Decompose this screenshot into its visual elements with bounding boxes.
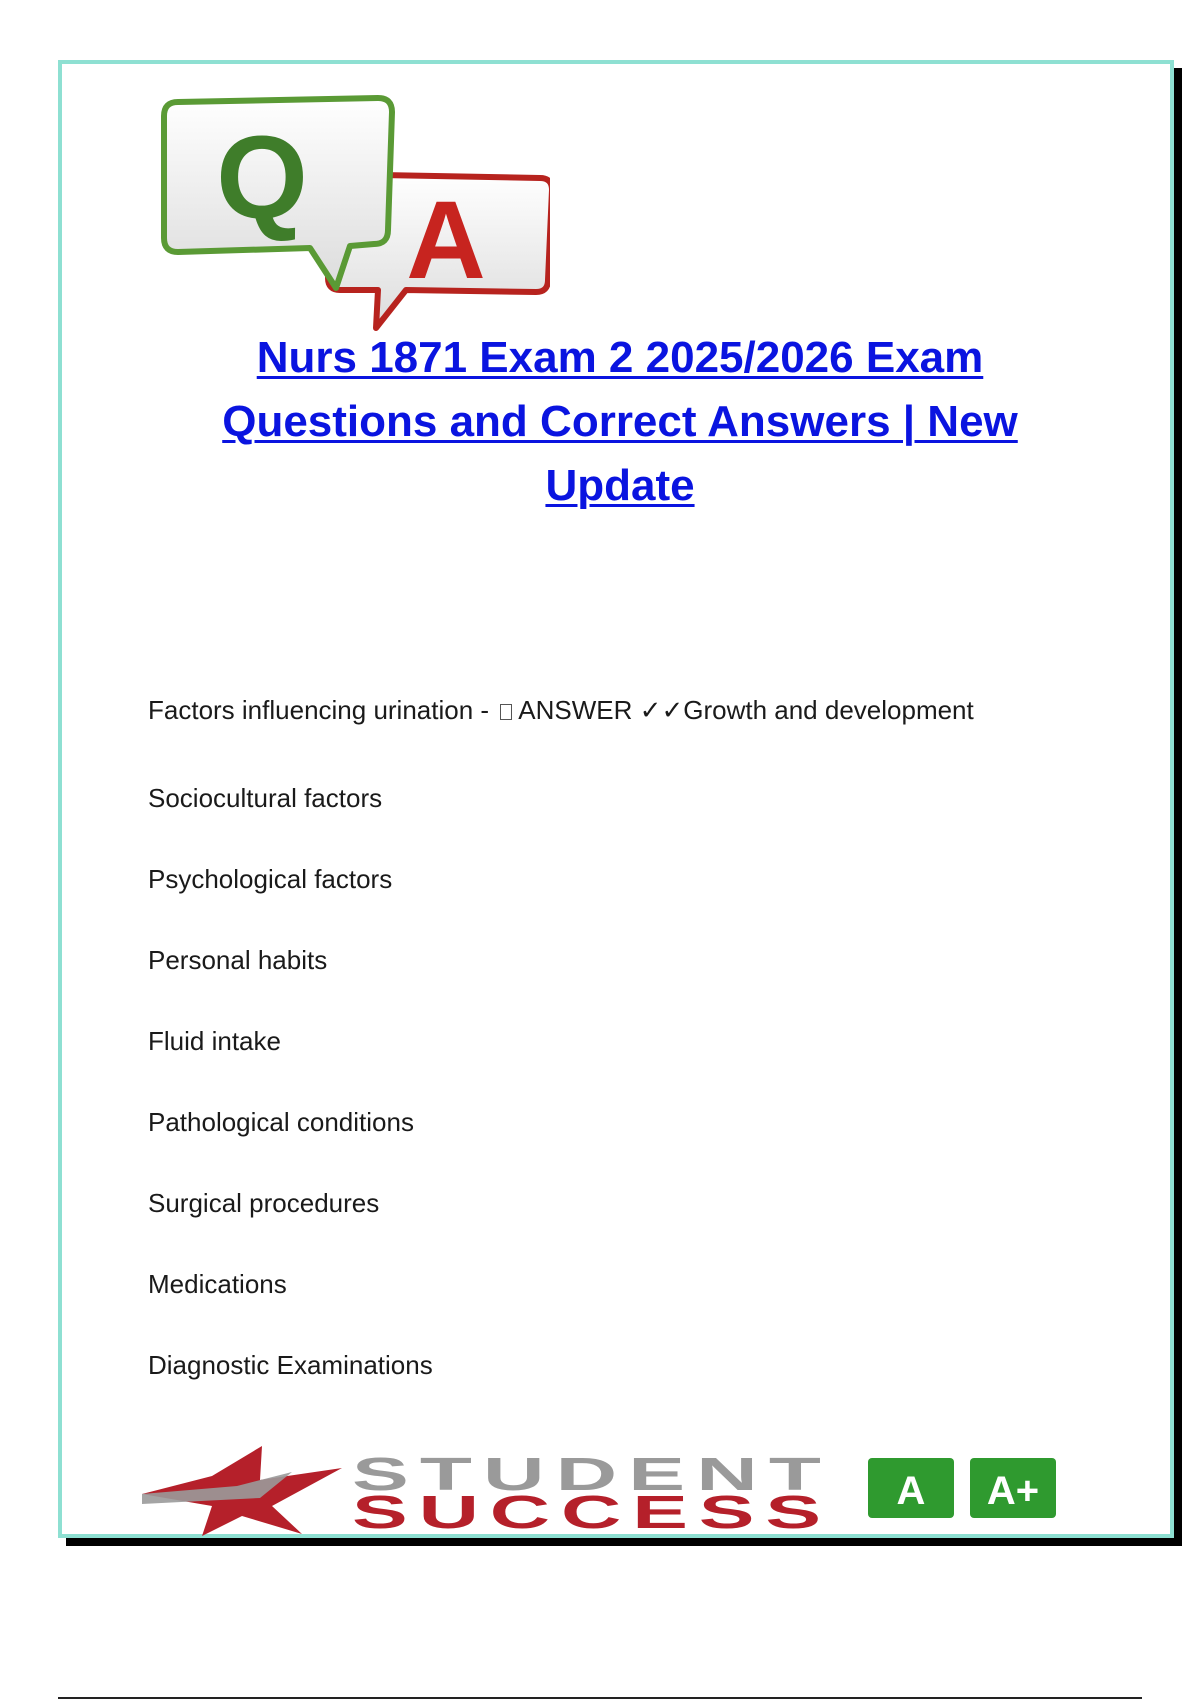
- answer-item: Psychological factors: [148, 864, 393, 894]
- svg-text:A+: A+: [986, 1469, 1040, 1513]
- grade-a-plus-badge: [970, 1458, 1056, 1518]
- title-line-3[interactable]: Update: [545, 461, 695, 510]
- brand-success-text: SUCCESS: [352, 1486, 832, 1536]
- student-success-logo: [142, 1446, 1142, 1536]
- answer-item: Pathological conditions: [148, 1107, 414, 1137]
- answer-item: Growth and development: [683, 695, 974, 725]
- missing-glyph-icon: [500, 704, 512, 720]
- answer-item: Medications: [148, 1269, 287, 1299]
- title-line-1[interactable]: Nurs 1871 Exam 2 2025/2026 Exam: [256, 333, 984, 382]
- svg-text:A: A: [896, 1469, 926, 1513]
- a-letter: A: [406, 179, 486, 302]
- answer-item: Sociocultural factors: [148, 783, 383, 813]
- star-swoosh-icon: [142, 1446, 342, 1536]
- qa-speech-bubbles-logo: [150, 92, 550, 332]
- footer-divider: [58, 1697, 1142, 1699]
- document-title[interactable]: [102, 326, 1138, 518]
- answer-label: ANSWER: [518, 695, 633, 725]
- answer-item: Diagnostic Examinations: [148, 1350, 433, 1380]
- grade-a-badge: [868, 1458, 954, 1518]
- title-line-2[interactable]: Questions and Correct Answers | New: [222, 397, 1018, 446]
- question-text: Factors influencing urination -: [148, 695, 497, 725]
- qa-question-line: [148, 694, 1108, 782]
- q-letter: Q: [216, 112, 308, 244]
- answer-item: Fluid intake: [148, 1026, 281, 1056]
- answer-item: Surgical procedures: [148, 1188, 380, 1218]
- answer-item: Personal habits: [148, 945, 328, 975]
- check-marks-icon: ✓✓: [639, 695, 684, 725]
- document-page: [58, 60, 1174, 1538]
- brand-student-text: STUDENT: [352, 1448, 832, 1500]
- qa-answer-list: [148, 694, 1108, 1430]
